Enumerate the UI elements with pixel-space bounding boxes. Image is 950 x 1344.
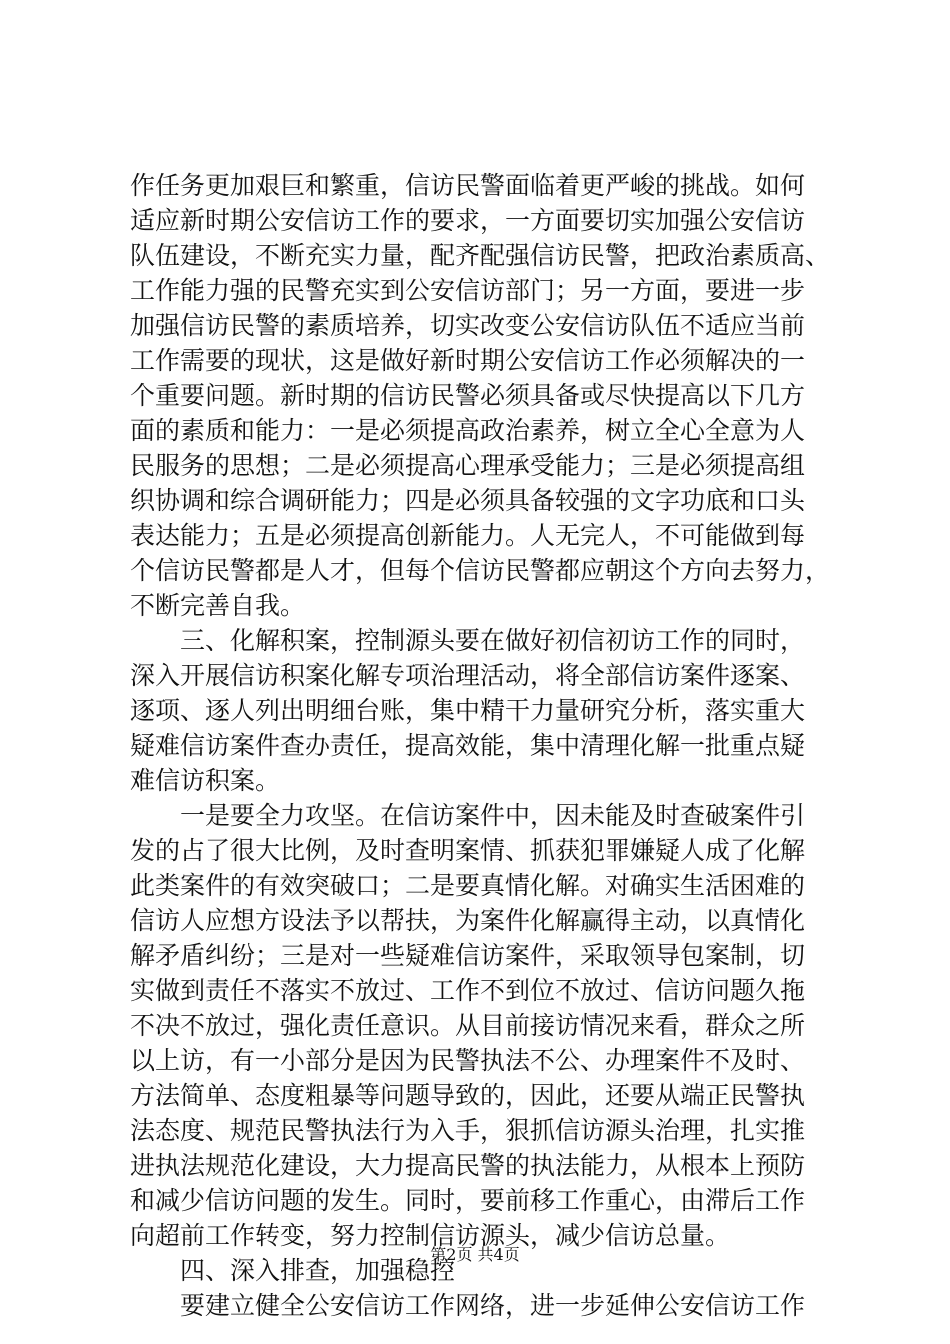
- text-line: 深入开展信访积案化解专项治理活动，将全部信访案件逐案、: [130, 661, 806, 690]
- text-line: 解矛盾纠纷；三是对一些疑难信访案件，采取领导包案制，切: [130, 941, 806, 970]
- text-line: 要建立健全公安信访工作网络，进一步延伸公安信访工作: [180, 1291, 806, 1320]
- text-line: 工作能力强的民警充实到公安信访部门；另一方面，要进一步: [130, 276, 806, 305]
- text-line: 法态度、规范民警执法行为入手，狠抓信访源头治理，扎实推: [130, 1116, 806, 1145]
- body-text: [130, 168, 830, 1323]
- text-line: 信访人应想方设法予以帮扶，为案件化解赢得主动，以真情化: [130, 906, 806, 935]
- text-line: 表达能力；五是必须提高创新能力。人无完人，不可能做到每: [130, 521, 806, 550]
- text-line: 工作需要的现状，这是做好新时期公安信访工作必须解决的一: [130, 346, 806, 375]
- text-line: 难信访积案。: [130, 766, 281, 795]
- text-line: 四、深入排查，加强稳控: [180, 1256, 456, 1285]
- text-line: 个信访民警都是人才，但每个信访民警都应朝这个方向去努力，: [130, 556, 830, 585]
- text-line: 民服务的思想；二是必须提高心理承受能力；三是必须提高组: [130, 451, 806, 480]
- page-footer: 第2页 共4页: [430, 1245, 520, 1264]
- text-line: 和减少信访问题的发生。同时，要前移工作重心，由滞后工作: [130, 1186, 806, 1215]
- text-line: 三、化解积案，控制源头要在做好初信初访工作的同时，: [180, 626, 806, 655]
- text-line: 向超前工作转变，努力控制信访源头，减少信访总量。: [130, 1221, 731, 1250]
- text-line: 进执法规范化建设，大力提高民警的执法能力，从根本上预防: [130, 1151, 806, 1180]
- text-line: 作任务更加艰巨和繁重，信访民警面临着更严峻的挑战。如何: [130, 171, 806, 200]
- text-line: 发的占了很大比例，及时查明案情、抓获犯罪嫌疑人成了化解: [130, 836, 806, 865]
- text-line: 疑难信访案件查办责任，提高效能，集中清理化解一批重点疑: [130, 731, 806, 760]
- text-line: 不决不放过，强化责任意识。从目前接访情况来看，群众之所: [130, 1011, 806, 1040]
- text-line: 方法简单、态度粗暴等问题导致的，因此，还要从端正民警执: [130, 1081, 806, 1110]
- text-line: 逐项、逐人列出明细台账，集中精干力量研究分析，落实重大: [130, 696, 806, 725]
- text-line: 以上访，有一小部分是因为民警执法不公、办理案件不及时、: [130, 1046, 806, 1075]
- text-line: 不断完善自我。: [130, 591, 306, 620]
- text-line: 个重要问题。新时期的信访民警必须具备或尽快提高以下几方: [130, 381, 806, 410]
- text-line: 一是要全力攻坚。在信访案件中，因未能及时查破案件引: [180, 801, 806, 830]
- text-line: 此类案件的有效突破口；二是要真情化解。对确实生活困难的: [130, 871, 806, 900]
- text-line: 适应新时期公安信访工作的要求，一方面要切实加强公安信访: [130, 206, 806, 235]
- text-line: 队伍建设，不断充实力量，配齐配强信访民警，把政治素质高、: [130, 241, 830, 270]
- text-line: 实做到责任不落实不放过、工作不到位不放过、信访问题久拖: [130, 976, 806, 1005]
- text-line: 面的素质和能力：一是必须提高政治素养，树立全心全意为人: [130, 416, 806, 445]
- text-line: 加强信访民警的素质培养，切实改变公安信访队伍不适应当前: [130, 311, 806, 340]
- text-line: 织协调和综合调研能力；四是必须具备较强的文字功底和口头: [130, 486, 806, 515]
